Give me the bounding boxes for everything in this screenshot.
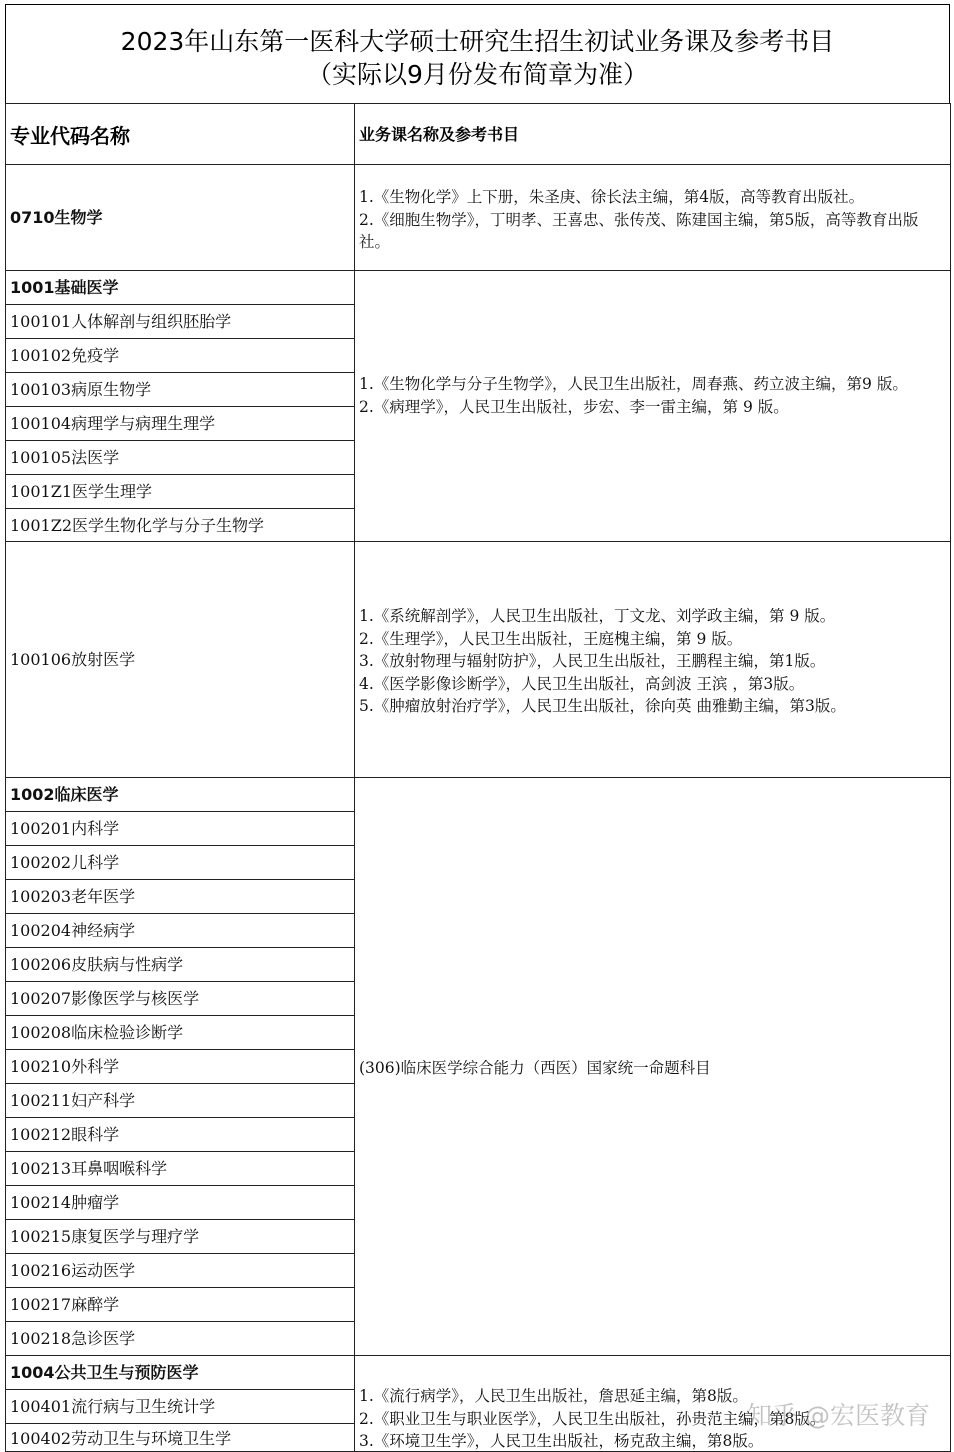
group-label: 1002临床医学	[10, 785, 119, 804]
major-row	[5, 474, 355, 509]
major-row	[5, 1083, 355, 1118]
major-label: 1001Z1医学生理学	[10, 482, 153, 501]
book-item: (306)临床医学综合能力（西医）国家统一命题科目	[359, 1059, 711, 1077]
header-col-major	[5, 103, 355, 165]
major-label: 1001Z2医学生物化学与分子生物学	[10, 516, 265, 535]
major-label: 100204神经病学	[10, 921, 136, 940]
books-1001	[354, 270, 951, 542]
book-item: 2.《职业卫生与职业医学》，人民卫生出版社，孙贵范主编，第8版。	[359, 1409, 826, 1428]
major-row	[5, 1423, 355, 1452]
major-label: 100216运动医学	[10, 1261, 136, 1280]
group-1002	[5, 777, 355, 812]
major-row	[5, 879, 355, 914]
major-row	[5, 406, 355, 441]
watermark-text: 知乎 @宏医教育	[747, 1401, 930, 1430]
title-box	[5, 4, 950, 104]
major-row	[5, 845, 355, 880]
header-col-books	[354, 103, 951, 165]
book-list	[359, 186, 944, 254]
books-100106	[354, 541, 951, 778]
major-label: 100207影像医学与核医学	[10, 989, 200, 1008]
major-label: 100103病原生物学	[10, 380, 152, 399]
major-label: 100106放射医学	[10, 650, 136, 669]
book-item: 3.《环境卫生学》，人民卫生出版社，杨克敌主编，第8版。	[359, 1432, 764, 1450]
books-1002	[354, 777, 951, 1356]
document-subtitle: （实际以9月份发布简章为准）	[307, 60, 648, 89]
major-row	[5, 508, 355, 542]
document-title: 2023年山东第一医科大学硕士研究生招生初试业务课及参考书目	[120, 27, 835, 56]
major-label: 100211妇产科学	[10, 1091, 136, 1110]
major-label: 100218急诊医学	[10, 1329, 136, 1348]
major-row	[5, 1321, 355, 1356]
major-100106	[5, 541, 355, 778]
major-row	[5, 440, 355, 475]
major-label: 100213耳鼻咽喉科学	[10, 1159, 168, 1178]
book-item: 2.《病理学》，人民卫生出版社，步宏、李一雷主编，第 9 版。	[359, 397, 789, 416]
major-row	[5, 372, 355, 407]
major-row	[5, 1015, 355, 1050]
book-list	[359, 605, 944, 718]
major-label: 100102免疫学	[10, 346, 120, 365]
major-row	[5, 811, 355, 846]
major-row	[5, 1287, 355, 1322]
header-books-label: 业务课名称及参考书目	[359, 125, 520, 144]
major-label: 100214肿瘤学	[10, 1193, 120, 1212]
book-item: 2.《生理学》，人民卫生出版社，王庭槐主编，第 9 版。	[359, 629, 743, 648]
major-row	[5, 1185, 355, 1220]
major-label: 100206皮肤病与性病学	[10, 955, 184, 974]
book-item: 4.《医学影像诊断学》，人民卫生出版社，高剑波 王滨 ，第3版。	[359, 674, 805, 693]
major-label: 100212眼科学	[10, 1125, 120, 1144]
group-1004	[5, 1355, 355, 1390]
group-label: 1004公共卫生与预防医学	[10, 1363, 199, 1382]
major-row	[5, 338, 355, 373]
major-label: 100215康复医学与理疗学	[10, 1227, 200, 1246]
major-label: 100201内科学	[10, 819, 120, 838]
book-list	[359, 1057, 944, 1080]
major-row	[5, 913, 355, 948]
book-item: 1.《系统解剖学》，人民卫生出版社，丁文龙、刘学政主编，第 9 版。	[359, 607, 836, 625]
group-0710	[5, 164, 355, 271]
header-major-label: 专业代码名称	[10, 124, 130, 148]
books-0710	[354, 164, 951, 271]
group-1001	[5, 270, 355, 305]
major-row	[5, 981, 355, 1016]
book-item: 5.《肿瘤放射治疗学》，人民卫生出版社，徐向英 曲雅勤主编，第3版。	[359, 697, 846, 715]
book-item: 1.《流行病学》，人民卫生出版社，詹思延主编，第8版。	[359, 1387, 748, 1405]
major-row	[5, 1117, 355, 1152]
major-label: 100217麻醉学	[10, 1295, 120, 1314]
book-item: 2.《细胞生物学》，丁明孝、王喜忠、张传茂、陈建国主编，第5版，高等教育出版社。	[359, 210, 919, 251]
major-label: 100210外科学	[10, 1057, 120, 1076]
book-item: 1.《生物化学与分子生物学》，人民卫生出版社，周春燕、药立波主编，第9 版。	[359, 375, 908, 393]
major-row	[5, 1049, 355, 1084]
book-item: 1.《生物化学》上下册，朱圣庚、徐长法主编，第4版，高等教育出版社。	[359, 188, 865, 206]
major-label: 100203老年医学	[10, 887, 136, 906]
major-row	[5, 1253, 355, 1288]
book-list	[359, 373, 944, 418]
major-label: 100401流行病与卫生统计学	[10, 1397, 216, 1416]
group-label: 1001基础医学	[10, 278, 119, 297]
book-item: 3.《放射物理与辐射防护》，人民卫生出版社，王鹏程主编，第1版。	[359, 652, 826, 670]
major-label: 100202儿科学	[10, 853, 120, 872]
group-label: 0710生物学	[10, 208, 103, 227]
major-row	[5, 1151, 355, 1186]
major-label: 100208临床检验诊断学	[10, 1023, 184, 1042]
major-row	[5, 947, 355, 982]
major-row	[5, 304, 355, 339]
major-row	[5, 1219, 355, 1254]
major-row	[5, 1389, 355, 1424]
major-label: 100105法医学	[10, 448, 120, 467]
major-label: 100402劳动卫生与环境卫生学	[10, 1429, 232, 1448]
major-label: 100101人体解剖与组织胚胎学	[10, 312, 232, 331]
major-label: 100104病理学与病理生理学	[10, 414, 216, 433]
